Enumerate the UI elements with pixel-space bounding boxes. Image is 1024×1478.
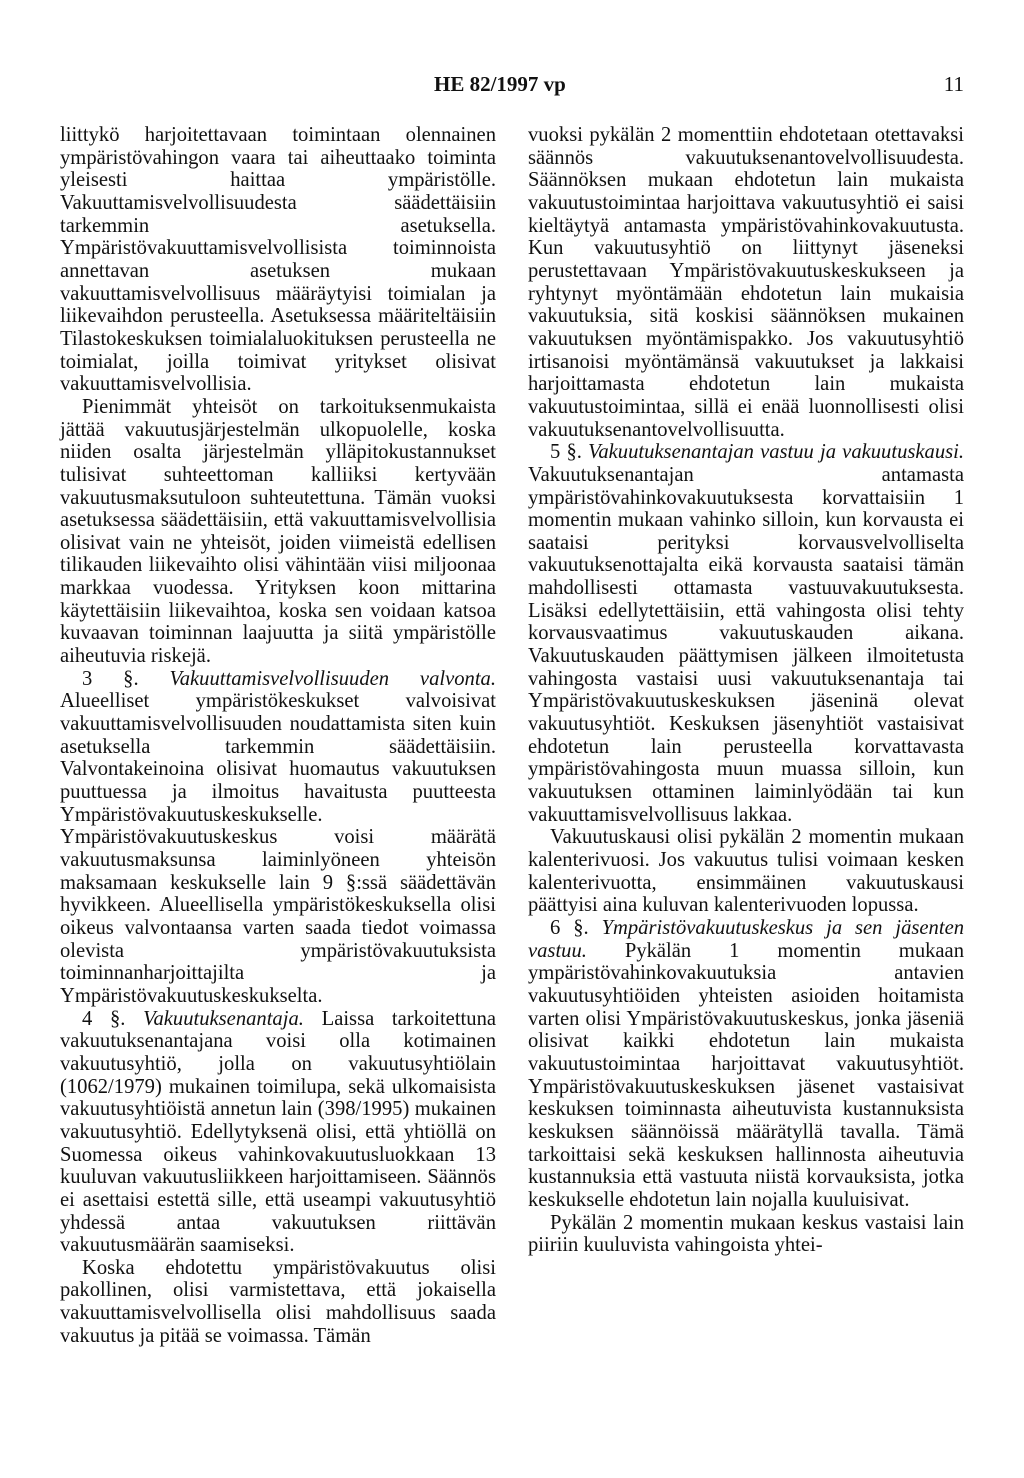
section-4	[60, 1008, 496, 1257]
page-number: 11	[943, 72, 964, 96]
paragraph: Koska ehdotettu ympäristövakuutus olisi pakollinen, olisi varmistettava, että jokaisella vakuuttamisvelvollisella olisi mahdollisuus saada vakuutus ja pitää se voimassa. Tämän	[60, 1256, 496, 1347]
section-number: 6 §.	[550, 916, 589, 939]
section-number: 4 §.	[82, 1007, 126, 1030]
section-title: Vakuuttamisvelvollisuuden valvonta.	[169, 667, 496, 690]
section-text: Vakuutuksenantajan antamasta ympäristövahinkovakuutuksesta korvattaisiin 1 momentin mukaan vahinko silloin, kun korvausta ei saataisi perityksi korvausvelvolliselta vakuutuksenottajalta eikä korvausta saataisi tämän mahdollisesti ottamasta vastuuvakuutuksesta. Lisäksi edellytettäisiin, että vahingosta olisi tehty korvausvaatimus vakuutuskauden aikana. Vakuutuskauden päättymisen jälkeen ilmoitetusta vahingosta vastaisi uusi vakuutuksenantaja tai Ympäristövakuutuskeskuksen jäseninä olevat vakuutusyhtiöt. Keskuksen jäsenyhtiöt vastaisivat ehdotetun lain perusteella korvattavasta ympäristövahingosta muun muassa silloin, kun vakuutuksen ottaminen laiminlyödään tai kun vakuuttamisvelvollisuus lakkaa.	[528, 463, 964, 826]
left-column	[60, 124, 496, 1347]
page-header	[0, 72, 1024, 102]
document-id: HE 82/1997 vp	[434, 72, 566, 96]
paragraph: Pienimmät yhteisöt on tarkoituksenmukaista jättää vakuutusjärjestelmän ulkopuolelle, koska niiden osalta järjestelmän ylläpitokustannukset tulisivat suhteettoman kalliiksi kertyvään vakuutusmaksutuloon suhteutettuna. Tämän vuoksi asetuksessa säädettäisiin, että vakuuttamisvelvollisia olisivat vain ne yhteisöt, joiden viimeistä edellisen tilikauden liikevaihto olisi vähintään viisi miljoonaa markkaa vuodessa. Yrityksen koon mittarina käytettäisiin liikevaihtoa, koska sen voidaan katsoa kuvaavan toiminnan laajuutta ja siitä ympäristölle aiheutuvia riskejä.	[60, 395, 496, 668]
section-number: 5 §.	[550, 441, 582, 464]
section-title: Vakuutuksenantajan vastuu ja vakuutuskausi.	[588, 441, 965, 464]
section-text: Alueelliset ympäristökeskukset valvoisivat vakuuttamisvelvollisuuden noudattamista siten kuin asetuksella tarkemmin säädettäisiin. Valvontakeinoina olisivat huomautus vakuutuksen puuttuessa ja ilmoitus havaitusta puutteesta Ympäristövakuutuskeskukselle. Ympäristövakuutuskeskus voisi määrätä vakuutusmaksunsa laiminlyöneen yhteisön maksamaan keskukselle lain 9 §:ssä säädettävän hyvikkeen. Alueellisella ympäristökeskuksella olisi oikeus valvontaansa varten saada tiedot voimassa olevista ympäristövakuutuksista toiminnanharjoittajilta ja Ympäristövakuutuskeskukselta.	[60, 690, 496, 1007]
section-title: Vakuutuksenantaja.	[143, 1007, 304, 1030]
paragraph: Vakuutuskausi olisi pykälän 2 momentin mukaan kalenterivuosi. Jos vakuutus tulisi voimaan kesken kalenterivuotta, ensimmäinen vakuutuskausi päättyisi aina kuluvan kalenterivuoden lopussa.	[528, 826, 964, 917]
right-column	[528, 124, 964, 1257]
section-title: Ympäristövakuutuskeskus ja sen jäsenten vastuu.	[528, 916, 965, 962]
section-text: Pykälän 1 momentin mukaan ympäristövahinkovakuutuksia antavien vakuutusyhtiöiden yhteisten asioiden hoitamista varten olisi Ympäristövakuutuskeskus, jonka jäseniä olisivat kaikki ehdotetun lain mukaista vakuutustoimintaa harjoittavat vakuutusyhtiöt. Ympäristövakuutuskeskuksen jäsenet vastaisivat keskuksen toiminnasta aiheutuvista kustannuksista keskuksen säännöissä määrätyllä tavalla. Tämä tarkoittaisi sekä keskuksen hallinnosta aiheutuvia kustannuksia että vastuuta niistä korvauksista, jotka keskukselle ehdotetun lain nojalla kuuluisivat.	[528, 939, 964, 1211]
section-6	[528, 917, 964, 1212]
section-number: 3 §.	[82, 667, 139, 690]
paragraph: liittykö harjoitettavaan toimintaan olennainen ympäristövahingon vaara tai aiheuttaako toiminta yleisesti haittaa ympäristölle. Vakuuttamisvelvollisuudesta säädettäisiin tarkemmin asetuksella. Ympäristövakuuttamisvelvollisista toiminnoista annettavan asetuksen mukaan vakuuttamisvelvollisuus määräytyisi toimialan ja liikevaihdon perusteella. Asetuksessa määriteltäisiin Tilastokeskuksen toimialaluokituksen perusteella ne toimialat, joilla toimivat yritykset olisivat vakuuttamisvelvollisia.	[60, 124, 496, 396]
paragraph: vuoksi pykälän 2 momenttiin ehdotetaan otettavaksi säännös vakuutuksenantovelvollisuudesta. Säännöksen mukaan ehdotetun lain mukaista vakuutustoimintaa harjoittava vakuutusyhtiö ei saisi kieltäytyä antamasta ympäristövahinkovakuutusta. Kun vakuutusyhtiö on liittynyt jäseneksi perustettavaan Ympäristövakuutuskeskukseen ja ryhtynyt myöntämään ehdotetun lain mukaisia vakuutuksia, sitä koskisi säännöksen mukainen vakuutuksen myöntämispakko. Jos vakuutusyhtiö irtisanoisi myöntämänsä vakuutukset ja lakkaisi harjoittamasta ehdotetun lain mukaista vakuutustoimintaa, sillä ei enää luonnollisesti olisi vakuutuksenantovelvollisuutta.	[528, 124, 964, 441]
section-3	[60, 668, 496, 1008]
section-5	[528, 441, 964, 826]
paragraph: Pykälän 2 momentin mukaan keskus vastaisi lain piiriin kuuluvista vahingoista yhtei-	[528, 1211, 964, 1257]
section-text: Laissa tarkoitettuna vakuutuksenantajana voisi olla kotimainen vakuutusyhtiö, jolla on vakuutusyhtiölain (1062/1979) mukainen toimilupa, sekä ulkomaisista vakuutusyhtiöistä annetun lain (398/1995) mukainen vakuutusyhtiö. Edellytyksenä olisi, että yhtiöllä on Suomessa oikeus vahinkovakuutusluokkaan 13 kuuluvan vakuutusliikkeen harjoittamiseen. Säännös ei asettaisi estettä sille, että useampi vakuutusyhtiö yhdessä antaa vakuutuksen riittävän vakuutusmäärän saamiseksi.	[60, 1007, 497, 1257]
